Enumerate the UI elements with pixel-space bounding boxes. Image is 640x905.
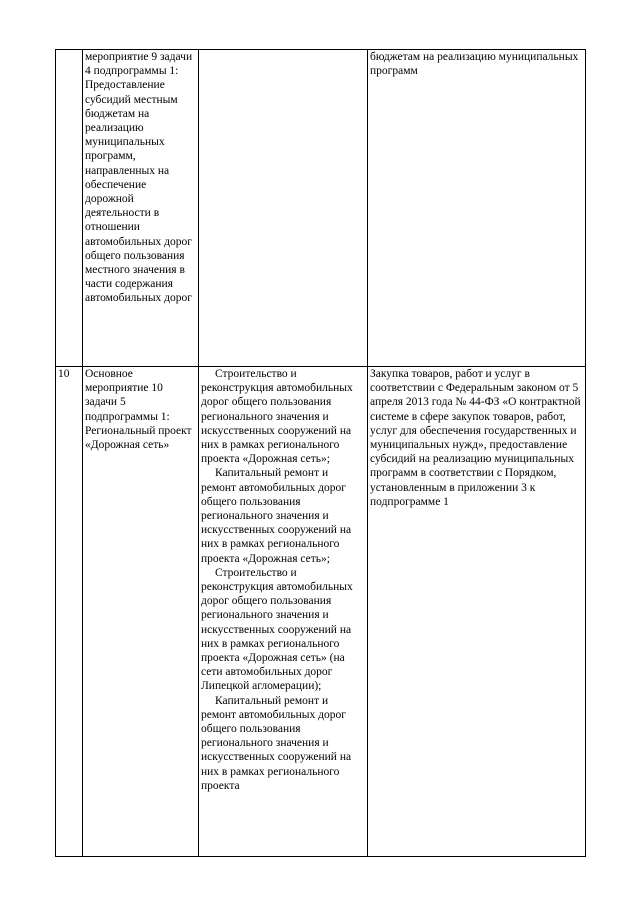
row-number-cell	[56, 367, 83, 857]
direction-paragraph: Строительство и реконструкция автомобильных дорог общего пользования регионального значения и искусственных сооружений на них в рамках регионального проекта «Дорожная сеть» (на сети автомобильных дорог Липецкой агломерации);	[201, 566, 353, 693]
measure-name-cell	[83, 50, 199, 367]
mechanism-text: Закупка товаров, работ и услуг в соответствии с Федеральным законом от 5 апреля 2013 года № 44-ФЗ «О контрактной системе в сфере закупок товаров, работ, услуг для обеспечения государственных и муниципальных нужд», предоставление субсидий на реализацию муниципальных программ в соответствии с Порядком, установленным в приложении 3 к подпрограмме 1	[370, 368, 581, 508]
row-number: 10	[58, 368, 70, 380]
program-measures-table	[55, 49, 586, 857]
direction-paragraph: Строительство и реконструкция автомобильных дорог общего пользования регионального значения и искусственных сооружений на них в рамках регионального проекта «Дорожная сеть»;	[201, 368, 353, 466]
direction-cell	[199, 50, 368, 367]
direction-paragraph: Капитальный ремонт и ремонт автомобильных дорог общего пользования регионального значения и искусственных сооружений на них в рамках регионального проекта	[201, 694, 352, 792]
measure-name: мероприятие 9 задачи 4 подпрограммы 1: Предоставление субсидий местным бюджетам на реализацию муниципальных программ, направленных на обеспечение дорожной деятельности в отношении автомобильных дорог общего пользования местного значения в части содержания автомобильных дорог	[85, 51, 193, 305]
mechanism-text: бюджетам на реализацию муниципальных программ	[370, 51, 579, 78]
table-row	[56, 367, 586, 857]
direction-paragraph: Капитальный ремонт и ремонт автомобильных дорог общего пользования регионального значения и искусственных сооружений на них в рамках регионального проекта «Дорожная сеть»;	[201, 467, 352, 565]
measure-name: Основное мероприятие 10 задачи 5 подпрограммы 1: Региональный проект «Дорожная сеть»	[85, 368, 192, 452]
table-row	[56, 50, 586, 367]
direction-cell	[199, 367, 368, 857]
mechanism-cell	[368, 50, 586, 367]
row-number-cell	[56, 50, 83, 367]
measure-name-cell	[83, 367, 199, 857]
mechanism-cell	[368, 367, 586, 857]
